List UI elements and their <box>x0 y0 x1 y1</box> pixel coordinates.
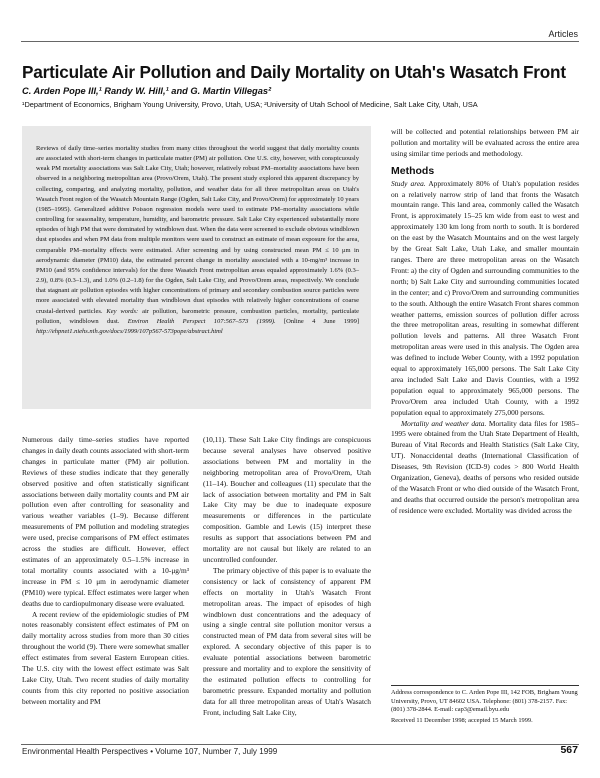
abstract-body: Reviews of daily time–series mortality studies from many cities throughout the world suggest that daily mortality counts are associated with short-term changes in particulate matter (PM) air pollution. One U.S. city, however, with conspicuously weak PM mortality associations was Salt Lake City, Utah; however, relatively robust PM–mortality associations have been observed in a neighboring metropolitan area (Provo/Orem, Utah). The present study explored this apparent discrepancy by collecting, comparing, and analyzing mortality, pollution, and weather data for all three metropolitan areas on Utah's Wasatch Front region of the Wasatch Mountain Range (Ogden, Salt Lake City, and Provo/Orem) for approximately 10 years (1985–1995). Generalized additive Poisson regression models were used to estimate PM–mortality associations while controlling for seasonality, temperature, humidity, and barometric pressure. Salt Lake City experienced substantially more episodes of high PM that were dominated by windblown dust. When the data were screened to exclude obvious windblown dust episodes and when PM data from multiple monitors were used to construct an estimate of mean exposure for the area, comparable PM–mortality effects were estimated. After screening and by using constructed mean PM ≤ 10 μm in aerodynamic diameter (PM10) data, the estimated percent change in mortality associated with a 10-mg/m³ increase in PM10 (and 95% confidence intervals) for the three Wasatch Front metropolitan areas equaled approximately 1.6% (0.3–2.9), 0.8% (0.3–1.3), and 1.0% (0.2–1.8) for the Ogden, Salt Lake City, and Provo/Orem areas, respectively. We conclude that stagnant air pollution episodes with higher concentrations of primary and secondary combustion source particles were more associated with elevated mortality than windblown dust episodes with relatively higher concentrations of coarse crustal-derived particles. <box>36 145 359 315</box>
author-affiliations: ¹Department of Economics, Brigham Young University, Provo, Utah, USA; ²University of Utah School of Medicine, Salt Lake City, Utah, USA <box>22 100 478 109</box>
header-rule <box>21 41 579 42</box>
journal-footer: Environmental Health Perspectives • Volume 107, Number 7, July 1999 <box>22 747 278 756</box>
mortality-text: Mortality data files for 1985–1995 were obtained from the Utah State Department of Health, Bureau of Vital Records and Health Statistics (Salt Lake City, UT). Nonaccidental deaths (International Classification of Diseases, 9th Revision (ICD-9) codes > 800 World Health Organization, Geneva), deaths of persons who resided outside of the Wasatch Front or who died outside of the Wasatch Front, and deaths that occurred outside the person's metropolitan area of residence were excluded. Mortality was divided across the <box>391 418 580 515</box>
methods-heading: Methods <box>391 164 435 177</box>
mortality-paragraph <box>391 419 579 517</box>
footer-rule <box>21 744 579 745</box>
article-title: Particulate Air Pollution and Daily Mortality on Utah's Wasatch Front <box>22 62 566 82</box>
study-area-paragraph <box>391 179 579 419</box>
article-authors: C. Arden Pope III,¹ Randy W. Hill,¹ and G. Martin Villegas² <box>22 86 272 96</box>
received-dates: Received 11 December 1998; accepted 15 March 1999. <box>391 716 533 724</box>
abstract-url-link[interactable]: http://ehpnet1.niehs.nih.gov/docs/1999/107p567-573pope/abstract.html <box>36 327 223 335</box>
correspondence-text: Address correspondence to C. Arden Pope III, 142 FOB, Brigham Young University, Provo, UT 84602 USA. Telephone: (801) 378-2157. Fax: (801) 378-2844. E-mail: cap3@email.byu.edu <box>391 689 578 714</box>
citation: Environ Health Perspect 107:567–573 (1999). <box>127 317 276 325</box>
study-area-label: Study area. <box>391 178 426 188</box>
abstract-text <box>36 144 359 337</box>
keywords: air pollution, barometric pressure, combustion particles, mortality, particulate pollution, windblown dust. <box>36 307 360 325</box>
online-date: [Online 4 June 1999] <box>283 317 360 325</box>
body-column-1 <box>22 435 189 708</box>
study-area-text: Approximately 80% of Utah's population resides on a relatively narrow strip of land that fronts the Wasatch mountain range. This land area, commonly called the Wasatch Front, is approximately 15–25 km wide from east to west and approximately 130 km long from north to south. It is bordered on the east by the Wasatch Mountains and on the west largely by the Great Salt Lake, Utah Lake, and smaller mountain ranges. There are three metropolitan areas on the Wasatch Front: a) the city of Ogden and surrounding communities to the north; b) Salt Lake City and surrounding communities located in the center; and c) Provo/Orem and surrounding communities to the south. Although the entire Wasatch Front shares common weather patterns, emission sources of pollution differ across the three metropolitan areas, resulting in somewhat different pollution levels and patterns. All three Wasatch Front metropolitan areas were used in this analysis. The Ogden area was defined to include Weber County, with a 1992 population equal to approximately 165,000 persons. The Salt Lake City area included Salt Lake and Davis Counties, with a 1992 population equal to approximately 965,000 persons. The Provo/Orem area included Utah County, with a 1992 population equal to approximately 275,000 persons. <box>391 178 579 417</box>
paragraph: will be collected and potential relationships between PM air pollution and mortality will be evaluated across the entire area using similar time periods and methodology. <box>391 127 579 158</box>
mortality-label: Mortality and weather data. <box>401 418 487 428</box>
paragraph: A recent review of the epidemiologic studies of PM notes reasonably consistent effect estimates of PM on daily mortality across studies from more than 30 cities throughout the world (9). There were somewhat smaller effect estimates from several Eastern European cities. The U.S. city with the lowest effect estimate was Salt Lake City, Utah. Two recent studies of daily mortality counts from this city reported no positive association between mortality and PM <box>22 609 189 706</box>
keywords-label: Key words: <box>106 307 139 315</box>
abstract-box <box>22 126 371 409</box>
page-number: 567 <box>560 744 578 756</box>
body-column-2 <box>203 435 371 719</box>
paragraph: (10,11). These Salt Lake City findings are conspicuous because several analyses have observed positive associations between PM and mortality in the neighboring metropolitan area of Provo/Orem, Utah (11–14). Boucher and colleagues (11) speculate that the lack of association between mortality and PM in Salt Lake City may be due to inadequate exposure measurements or differences in the particulate composition. Gamble and Lewis (15) interpret these results as support that associations between PM and mortality are not causal but likely are related to an uncontrolled confounder. <box>203 435 371 564</box>
paragraph: Numerous daily time–series studies have reported changes in daily death counts associated with short-term changes in particulate matter (PM) air pollution. Reviews of these studies indicate that they generally observed positive and often statistically significant associations between daily mortality counts and PM air pollution even after controlling for seasonality and various weather variables (1–9). Because different measurements of PM pollution and modeling strategies were used, precise comparisons of PM effect estimates across the studies are difficult. However, effect estimates of an approximately 0.5–1.5% increase in total mortality counts associated with a 10-μg/m³ increase in PM ≤ 10 μm in aerodynamic diameter (PM10) were typical. Effect estimates were larger when deaths due to cardiopulmonary disease were evaluated. <box>22 435 189 608</box>
section-label: Articles <box>548 29 578 39</box>
correspondence-footnote <box>391 685 579 725</box>
body-column-3 <box>391 127 579 517</box>
paragraph: The primary objective of this paper is to evaluate the consistency or lack of consistency of apparent PM effects on mortality in Utah's Wasatch Front metropolitan areas. The impact of episodes of high windblown dust concentrations and the adequacy of using a single central site pollution monitor versus a constructed mean of PM data from several sites will be explored. A secondary objective of this paper is to evaluate potential associations between barometric pressure and mortality and to explore the sensitivity of the estimated pollution effects to controlling for barometric pressure. Expanded mortality and pollution data for all three metropolitan areas of Utah's Wasatch Front, including Salt Lake City, <box>203 565 371 717</box>
